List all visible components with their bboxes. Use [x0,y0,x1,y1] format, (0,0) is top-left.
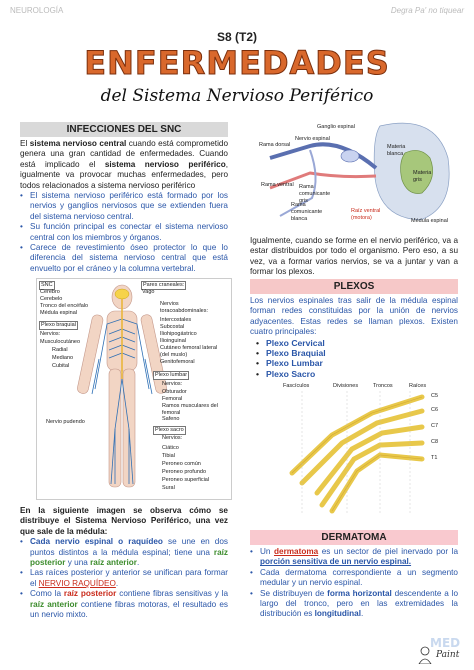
plexo-item: • Plexo Sacro [256,369,458,379]
diagram-label: Ganglio espinal [317,124,355,130]
plexos-heading: PLEXOS [250,279,458,294]
diagram-label: C5 [431,393,439,399]
plexos-section [250,279,458,379]
session-label: S8 (T2) [216,30,257,44]
page-subtitle: del Sistema Nervioso Periférico [100,86,374,106]
diagram-label: Raíces [409,383,427,389]
diagram-label: Cerebro [40,289,60,295]
infecciones-paragraph: El sistema nervioso central cuando está comprometido genera una gran cantidad de enfermedades. Cuando está implicado el sistema nervioso periférico, igualmente va provocar muchas enfermedades, pero todos relacionados a sistema nervioso periférico [20,139,228,190]
diagram-label: Raíz ventral (motora) [351,208,381,221]
diagram-label: Pares craneales: [143,282,185,288]
caption-text: Igualmente, cuando se forme en el nervio periférico, va a estar distribuidos por todo el organismo. Pero eso, a su vez, va a formar varios nervios, se va a juntar y van a formar los plexos. [250,236,458,277]
infecciones-section [20,122,228,274]
diagram-label: Peroneo común [162,461,201,467]
diagram-label: C6 [431,407,439,413]
diagram-label: Peroneo profundo [162,469,207,475]
diagram-label: Safeno [162,416,180,422]
spinal-cord-diagram [250,118,460,228]
header-left: NEUROLOGÍA [10,6,64,15]
diagram-label: Tronco del encéfalo [40,303,89,309]
diagram-label: Cutáneo femoral lateral (del muslo) [160,345,218,358]
diagram-label: C8 [431,439,439,445]
right-caption [250,236,458,278]
dermatoma-heading: DERMATOMA [250,530,458,545]
distribution-bullet: • Como la raíz posterior contiene fibras sensitivas y la raíz anterior contiene fibras motoras, el resultado es un nervio mixto. [20,589,228,620]
brachial-plexus-illustration [262,383,446,521]
diagram-label: Plexo braquial [41,322,76,328]
infecciones-bullet: • Su función principal es conectar el sistema nervioso central con los miembros y órganos. [20,222,228,243]
diagram-label: Nervio espinal [295,136,330,142]
plexo-item: • Plexo Lumbar [256,358,458,368]
diagram-label: Cerebelo [40,296,63,302]
plexo-item: • Plexo Braquial [256,348,458,358]
diagram-label: Nervios toracoabdominales: [160,301,209,314]
plexo-item: • Plexo Cervical [256,338,458,348]
diagram-label: Divisiones [333,383,359,389]
plexos-text: Los nervios espinales tras salir de la médula espinal forman redes constituidas por la unión de nervios adyacentes. Estas redes se llaman plexos. Existen cuatro principales: [250,296,458,337]
diagram-label: Nervio pudendo [46,419,85,425]
diagram-label: Rama ventral [261,182,294,188]
diagram-label: Tibial [162,453,175,459]
diagram-label: Ciático [162,445,179,451]
diagram-label: Materia blanca [387,144,406,157]
diagram-label: Ramos musculares del femoral [162,403,218,416]
diagram-label: Nervios: [162,381,183,387]
diagram-label: Rama comunicante blanca [291,202,323,222]
diagram-label: Obturador [162,389,187,395]
infecciones-bullet: • Carece de revestimiento óseo protector lo que lo diferencia del sistema nervioso central que está envuelto por el cráneo y la columna vertebral. [20,243,228,274]
diagram-label: Femoral [162,396,183,402]
infecciones-bullet: • El sistema nervioso periférico está formado por los nervios y ganglios nerviosos que se extienden fuera del sistema nervioso central. [20,191,228,222]
diagram-label: Plexo sacro [155,427,184,433]
diagram-label: Fascículos [283,383,310,389]
diagram-label: Iliohipogástrico [160,331,197,337]
diagram-label: Vago [142,289,155,295]
logo-subtext: Paint [436,650,460,660]
diagram-label: Sural [162,485,175,491]
doctor-icon [418,646,432,664]
diagram-label: Genitofemoral [160,359,195,365]
header-right: Degra Pa' no tiquear [390,6,464,15]
dermatoma-bullet: • Se distribuyen de forma horizontal descendente a lo largo del tronco, pero en las extremidades la distribución es longitudinal. [250,589,458,620]
logo-text: MED [430,636,461,650]
dermatoma-bullet: • Cada dermatoma correspondiente a un segmento medular y un nervio espinal. [250,568,458,589]
diagram-label: Subcostal [160,324,185,330]
bottom-left-section [20,506,228,620]
dermatoma-section [250,530,458,620]
diagram-label: Nervios: [40,331,61,337]
distribution-intro: En la siguiente imagen se observa cómo se distribuye el Sistema Nervioso Periférico, una vez que sale de la médula: [20,506,228,536]
dermatoma-bullet: • Un dermatoma es un sector de piel inervado por la porción sensitiva de un nervio espinal. [250,547,458,568]
diagram-label: Ilioinguinal [160,338,186,344]
diagram-label: Médula espinal [411,218,448,224]
diagram-label: Troncos [373,383,393,389]
diagram-label: Rama dorsal [259,142,291,148]
med-paint-logo [418,636,466,666]
body-nervous-system-diagram [36,278,232,500]
diagram-label: Cubital [52,363,70,369]
page-title: ENFERMEDADES [84,44,390,82]
diagram-label: C7 [431,423,439,429]
infecciones-heading: INFECCIONES DEL SNC [20,122,228,137]
distribution-bullet: • Las raíces posterior y anterior se unifican para formar el NERVIO RAQUÍDEO. [20,568,228,589]
diagram-label: Rama comunicante gris [299,184,331,204]
diagram-label: Musculocutáneo [40,339,81,345]
diagram-label: Mediano [52,355,74,361]
diagram-label: T1 [431,455,438,461]
diagram-label: Plexo lumbar [155,372,188,378]
diagram-label: Intercostales [160,317,192,323]
diagram-label: SNC [41,282,53,288]
diagram-label: Materia gris [413,170,432,183]
diagram-label: Radial [52,347,68,353]
diagram-label: Nervios: [162,435,183,441]
distribution-bullet: • Cada nervio espinal o raquídeo se une en dos puntos distintos a la médula espinal; tiene una raíz posterior y una raíz anterior. [20,537,228,568]
diagram-label: Peroneo superficial [162,477,210,483]
brachial-plexus-diagram [262,383,446,521]
diagram-label: Médula espinal [40,310,77,316]
